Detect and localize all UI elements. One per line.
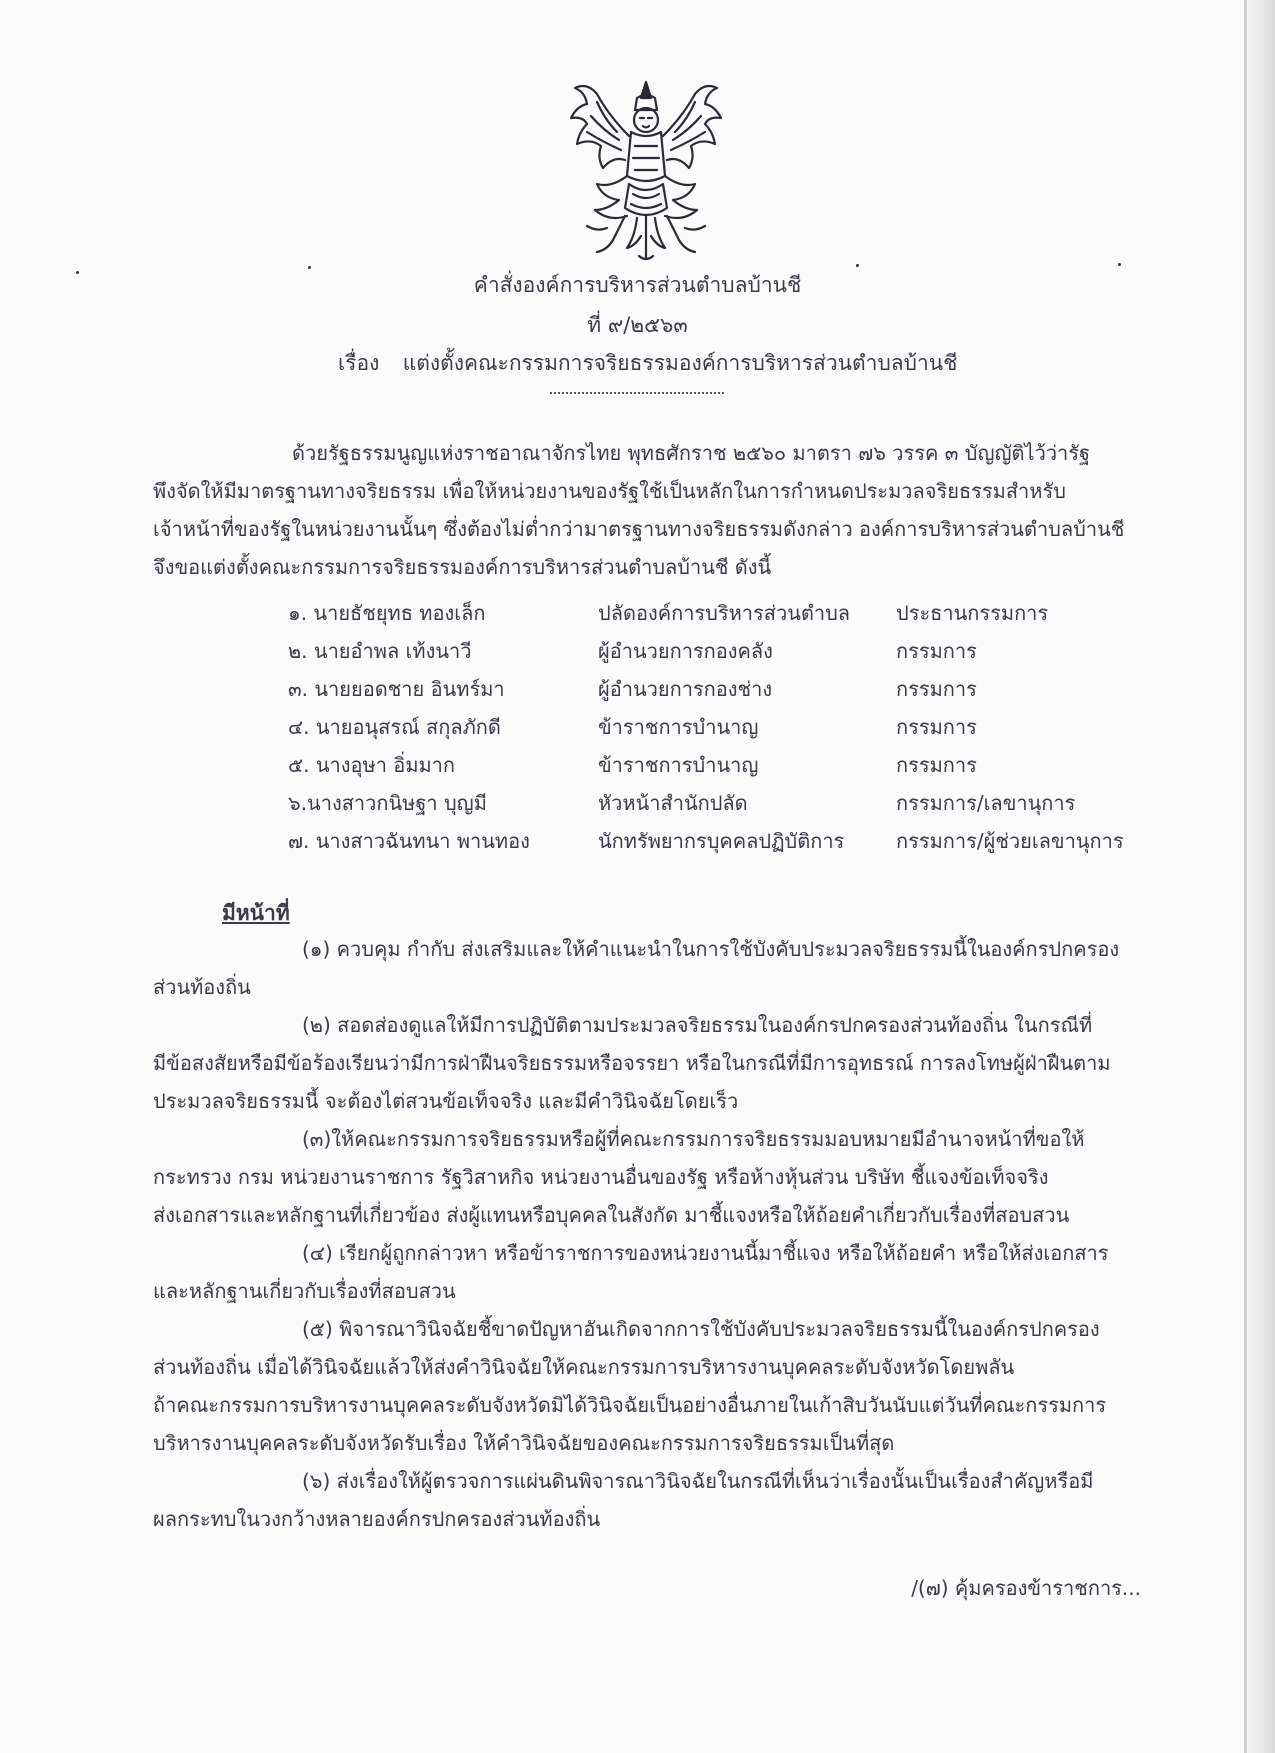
duty-line: (๖) ส่งเรื่องให้ผู้ตรวจการแผ่นดินพิจารณาวินิจฉัยในกรณีที่เห็นว่าเรื่องนั้นเป็นเรื่องสำคัญหรือมี [302, 1469, 1094, 1493]
member-role: กรรมการ/เลขานุการ [896, 791, 1076, 815]
duty-line: ถ้าคณะกรรมการบริหารงานบุคคลระดับจังหวัดมิได้วินิจฉัยเป็นอย่างอื่นภายในเก้าสิบวันนับแต่วันที่คณะกรรมการ [153, 1393, 1107, 1417]
preamble-line: ด้วยรัฐธรรมนูญแห่งราชอาณาจักรไทย พุทธศักราช ๒๕๖๐ มาตรา ๗๖ วรรค ๓ บัญญัติไว้ว่ารัฐ [292, 441, 1091, 465]
duty-line: (๕) พิจารณาวินิจฉัยชี้ขาดปัญหาอันเกิดจากการใช้บังคับประมวลจริยธรรมนี้ในองค์กรปกครอง [302, 1317, 1100, 1341]
preamble-line: จึงขอแต่งตั้งคณะกรรมการจริยธรรมองค์การบริหารส่วนตำบลบ้านชี ดังนี้ [153, 555, 772, 579]
duty-line: ส่งเอกสารและหลักฐานที่เกี่ยวข้อง ส่งผู้แทนหรือบุคคลในสังกัด มาชี้แจงหรือให้ถ้อยคำเกี่ยวกับเรื่องที่สอบสวน [153, 1203, 1070, 1227]
scan-speck [856, 264, 859, 267]
order-number: ที่ ๙/๒๕๖๓ [587, 313, 688, 337]
subject-label: เรื่อง [338, 351, 380, 375]
member-position: หัวหน้าสำนักปลัด [598, 791, 748, 815]
page-edge [1247, 0, 1275, 1753]
member-position: ผู้อำนวยการกองช่าง [598, 677, 773, 701]
member-name: ๕. นางอุษา อิ่มมาก [288, 753, 456, 777]
member-name: ๓. นายยอดชาย อินทร์มา [288, 677, 505, 701]
duty-line: (๑) ควบคุม กำกับ ส่งเสริมและให้คำแนะนำในการใช้บังคับประมวลจริยธรรมนี้ในองค์กรปกครอง [302, 937, 1120, 961]
member-name: ๔. นายอนุสรณ์ สกุลภักดี [288, 715, 501, 739]
scan-speck [308, 266, 311, 269]
continuation-note: /(๗) คุ้มครองข้าราชการ... [911, 1576, 1141, 1600]
subject-text: แต่งตั้งคณะกรรมการจริยธรรมองค์การบริหารส่วนตำบลบ้านชี [402, 351, 958, 375]
member-position: ข้าราชการบำนาญ [598, 753, 759, 777]
duty-line: (๒) สอดส่องดูแลให้มีการปฏิบัติตามประมวลจริยธรรมในองค์กรปกครองส่วนท้องถิ่น ในกรณีที่ [302, 1013, 1093, 1037]
duty-line: ประมวลจริยธรรมนี้ จะต้องไต่สวนข้อเท็จจริง และมีคำวินิจฉัยโดยเร็ว [153, 1089, 739, 1113]
duty-line: มีข้อสงสัยหรือมีข้อร้องเรียนว่ามีการฝ่าฝืนจริยธรรมหรือจรรยา หรือในกรณีที่มีการอุทธรณ์ การลงโทษผู้ฝ่าฝืนตาม [153, 1051, 1111, 1075]
duty-line: (๔) เรียกผู้ถูกกล่าวหา หรือข้าราชการของหน่วยงานนี้มาชี้แจง หรือให้ถ้อยคำ หรือให้ส่งเอกสาร [302, 1241, 1109, 1265]
garuda-emblem-icon [557, 76, 735, 264]
duty-line: ส่วนท้องถิ่น [153, 975, 251, 999]
member-role: กรรมการ/ผู้ช่วยเลขานุการ [896, 829, 1124, 853]
separator-dots [550, 392, 724, 394]
member-role: กรรมการ [896, 639, 977, 663]
duty-line: ผลกระทบในวงกว้างหลายองค์กรปกครองส่วนท้องถิ่น [153, 1507, 601, 1531]
member-name: ๒. นายอำพล เท้งนาวี [288, 639, 472, 663]
member-name: ๑. นายธัชยุทธ ทองเล็ก [288, 601, 486, 625]
order-subject [338, 348, 957, 378]
order-title: คำสั่งองค์การบริหารส่วนตำบลบ้านชี [473, 273, 802, 297]
member-role: ประธานกรรมการ [896, 601, 1049, 625]
member-role: กรรมการ [896, 753, 977, 777]
member-position: ผู้อำนวยการกองคลัง [598, 639, 773, 663]
duties-heading: มีหน้าที่ [222, 901, 290, 925]
preamble-line: พึงจัดให้มีมาตรฐานทางจริยธรรม เพื่อให้หน่วยงานของรัฐใช้เป็นหลักในการกำหนดประมวลจริยธรรมสำหรับ [153, 479, 1066, 503]
member-position: นักทรัพยากรบุคคลปฏิบัติการ [598, 829, 845, 853]
preamble-line: เจ้าหน้าที่ของรัฐในหน่วยงานนั้นๆ ซึ่งต้องไม่ต่ำกว่ามาตรฐานทางจริยธรรมดังกล่าว องค์การบริหารส่วนตำบลบ้านชี [153, 517, 1125, 541]
duty-line: (๓)ให้คณะกรรมการจริยธรรมหรือผู้ที่คณะกรรมการจริยธรรมมอบหมายมีอำนาจหน้าที่ขอให้ [302, 1127, 1085, 1151]
member-position: ข้าราชการบำนาญ [598, 715, 759, 739]
duty-line: ส่วนท้องถิ่น เมื่อได้วินิจฉัยแล้วให้ส่งคำวินิจฉัยให้คณะกรรมการบริหารงานบุคคลระดับจังหวัดโดยพลัน [153, 1355, 1015, 1379]
scan-speck [1118, 263, 1121, 266]
member-role: กรรมการ [896, 677, 977, 701]
duty-line: และหลักฐานเกี่ยวกับเรื่องที่สอบสวน [153, 1279, 456, 1303]
member-position: ปลัดองค์การบริหารส่วนตำบล [598, 601, 851, 625]
duty-line: บริหารงานบุคคลระดับจังหวัดรับเรื่อง ให้คำวินิจฉัยของคณะกรรมการจริยธรรมเป็นที่สุด [153, 1431, 895, 1455]
member-role: กรรมการ [896, 715, 977, 739]
member-name: ๗. นางสาวฉันทนา พานทอง [288, 829, 530, 853]
duty-line: กระทรวง กรม หน่วยงานราชการ รัฐวิสาหกิจ หน่วยงานอื่นของรัฐ หรือห้างหุ้นส่วน บริษัท ชี้แจงข้อเท็จจริง [153, 1165, 1049, 1189]
member-name: ๖.นางสาวกนิษฐา บุญมี [288, 791, 487, 815]
